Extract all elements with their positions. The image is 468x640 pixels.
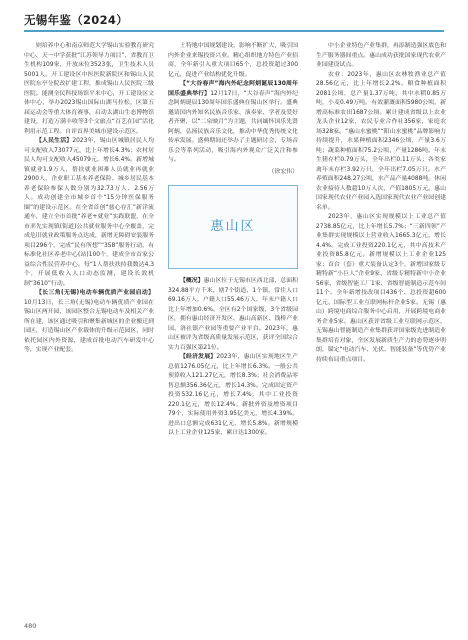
page-number: 480 [24,622,37,630]
section-music-gala [168,80,298,166]
section-economy [168,353,298,439]
section-body: 2023年，惠山区实现地区生产总值1276.05亿元，比上年增长6.3%。一般公共预算收入121.27亿元，增长8.3%；社会消费品零售总额356.36亿元，增长14.3%。完成固定资产投资532.16亿元，增长7.4%；其中工业投资220.1亿元，增长12.4%。新批外资及增资项目79个，实际使用外资3.95亿美元，增长4.39%。进出口总额完成631亿元，增长5.8%。新增规模以上工业企业125家，累计达1300家。 [168,354,298,436]
section-industrial-park [24,289,154,356]
section-title: 【概况】 [180,278,204,284]
section-people-life [24,137,154,289]
district-heading-box [168,185,298,269]
paragraph-agriculture: 农业：2023年，惠山区农林牧渔业总产值28.56亿元，比上年增长2.2%。粮食种植面积2081公顷，总产量1.37万吨，其中水稻0.85万吨，小麦0.49万吨。有效灌溉面积5980公顷，新增高标准农田1687公顷。累计建成省级以上农业龙头企业12家，农民专业合作社356家，家庭农场328家。“惠山水蜜桃”“阳山水蜜桃”品牌影响力持续提升，水果种植面积2346公顷，产量3.6万吨；蔬菜种植面积75.2公顷，产量1286吨。年末生猪存栏0.79万头，全年出栏0.11万头；各类家禽年末存栏3.92万只，全年出栏7.05万只。水产养殖面积248.27公顷，水产品产量4088吨。休闲农业接待人数超10万人次，产值1805万元。惠山国家现代农业产业园入选国家现代农业产业园创建名单。 [316,71,446,211]
section-title: 【长三角(无锡)电动车辆优质产业园启动】 [36,290,154,296]
section-body: 2023年，锡山区城镇居民人均可支配收入73077元，比上年增长4.3%；农村居民人均可支配收入45079元，增长6.4%。新增城镇就业1.9万人，帮扶就业困难人员就业再就业2900人，企业职工基本养老保险、城乡居民基本养老保险参保人数分别为32.73万人、2.56万人。成功创建全市城乡首个“15分钟医保服务圈”的建设示范区。在全省首创“慈心存汇”新详流通车，建立全市首批“养老+就业”实践联盟，在全市率先实现镇(街道)公共就业服务中心全覆盖，完成危旧就业政策服务点达成，新增无障碍安装服务项目296个，完成“民有所想”“358”服务行动，有标准化社区养老中心(站)100个，建成全市首家公益综合性民营养中心。每“1人帮扶扶持我数达4.3个，开展低收入人口动态监测，建设长效机制“3610”行动。 [24,138,154,287]
section-title: 【“大谷春声”海内外纪念阿炳诞辰130周年国乐盛典举行】 [168,81,298,97]
page-header [0,0,468,36]
text-column-3 [316,42,446,365]
paragraph: 土特地中国规划建设，影响不断扩大，吸引国内外企业来锡投资兴业。精心组织地方特色产业招商，全年新引入重大项目65个，总投资超过300亿元，促进产业结构优化升级。 [168,43,298,78]
text-column-2 [168,42,298,439]
author-credit: （徐宏伟） [268,168,298,175]
section-overview [168,277,298,353]
text-column-1 [24,42,154,356]
section-title: 【经济发展】 [180,354,217,360]
header-rule [24,30,444,32]
section-body: 12月17日，“大谷春声”海内外纪念阿炳诞辰130周年国乐盛典在锡山区举行。盛典邀请国内外知名民族音乐家、演奏家、学者及爱好者齐聚，以“二泉映月”为主题，共同缅怀国乐先贤阿炳，弘扬民族音乐文化，推动中华优秀传统文化传承发展。盛典期间还举办了主题研讨会、专场音乐会等系列活动，吸引海内外观众广泛关注和参与。 [168,90,298,163]
paragraph: 则培养中心和南京师范大学锡山实验教育研究中心、天一中学获批“江苏领导力项目”，省教育卫生机构109家，开放床位3523张，卫生技术人员5001人。开工建设区中医医院新院区和锡山人民医院东亭分院改扩建工程，推成锡山人民医院三级医院。能测全民科技场馆平米中心，开工建设区文体中心，举办2023锡山国际山湖马拉松，区第五届运动会等重大体育赛事，启动太湖山生态博物馆建设，打造万满丰收等3个文旅点“百艺在园”活化利用示范工程。自评首界美城市建设示范区。 [24,43,154,135]
yearbook-title: 无锡年鉴（2024） [24,13,129,27]
district-heading: 惠山区 [210,219,256,235]
section-title: 【人民生活】 [36,138,73,144]
paragraph: 中小企业特色产业集群，再添制造强区底色和生产服务器间重点。惠山成功获批国家现代农业产业园建设试点。 [316,43,446,68]
section-body: 惠山区位于无锡市区西北部，总面积324.88平方千米，辖7个街道、1个镇，常住人口69.16万人，户籍人口55.46万人，年末户籍人口比上年增加0.6%。全区有2个国家级、3个省级园区，拥有惠山经济开发区、惠山高新区、钱桥产业园、洛社镇产业园等重要产业平台。2023年，惠山区被评为省级高质量发展示范区，获评全国综合实力百强区第21位。 [168,278,299,351]
paragraph-industry: 2023年，惠山区实现规模以上工业总产值2738.85亿元，比上年增长5.7%；“三新四领”产业集群实现规模以上营业收入1665.3亿元，增长4.4%。完成工业投资220.1亿元，其中高技术产业投资85.8亿元。新增规模以上工业企业125家；首台（套）重大装备认定3个，新增国家级专精特新“小巨人”企业9家、省级专精特新中小企业56家，省级智能工厂1家、省级智能制造示范车间11个。全年新增技改项目436个、总投资超600亿元，国际型工业互联网标杆企业5家。无锡（惠山）跨境电商综合服务中心启用，开展跨境电商业务企业5家。惠山区获评省级工业互联网示范区，无锡惠山智能制造产业集群获评国家级先进制造业集群培育对象，全区发展新质生产力的态势逐步明朗，锚定“电动汽车、光伏、智能装备”等优势产业持续布局重点项目。 [316,214,446,363]
section-body: 10月13日，长三角(无锡)电动车辆优质产业园在锡山区两开园，该园区整合无锡电动车及相关产业所在建，该区通过吸引和聚集新城区的企业搬迁到园区，打造锡山区产业载体的升级示范园区，同时依托园区内外资源，建成首批电动汽车研发中心等，实现产业配套。 [24,299,154,353]
